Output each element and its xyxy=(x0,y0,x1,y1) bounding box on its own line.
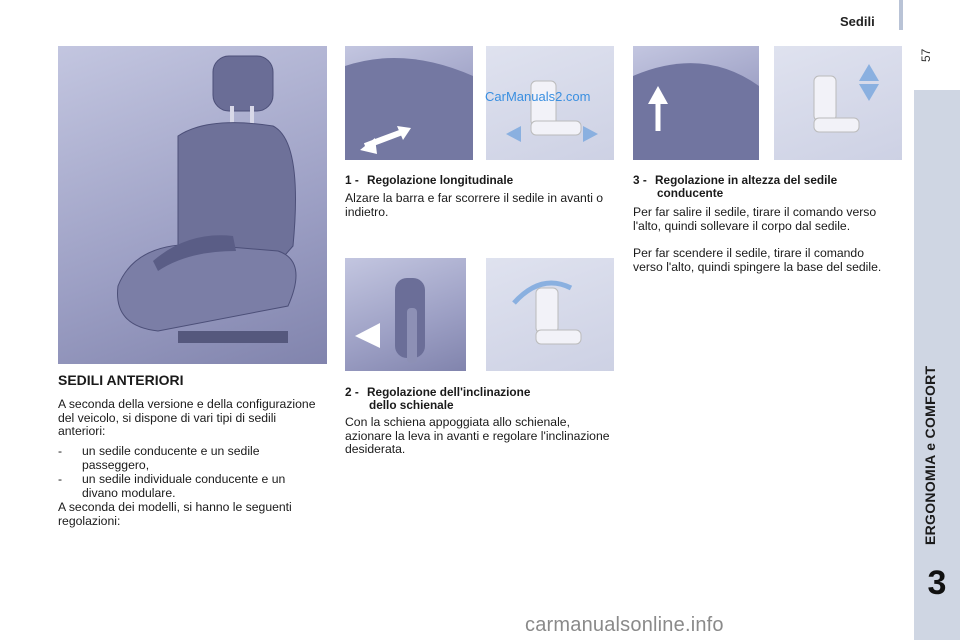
page-number: 57 xyxy=(919,48,933,62)
front-seat-photo xyxy=(58,46,327,364)
adjustment-2-heading: Regolazione dell'inclinazione xyxy=(367,385,531,399)
watermark-bottom: carmanualsonline.info xyxy=(525,614,724,636)
section-outro: A seconda dei modelli, si hanno le seguenti regolazioni: xyxy=(58,500,292,528)
bullet-dash: - xyxy=(58,444,63,458)
adjustment-1-title xyxy=(345,174,625,187)
adjustment-2-heading-cont: dello schienale xyxy=(369,398,454,412)
list-item xyxy=(58,445,320,472)
chapter-label: ERGONOMIA e COMFORT xyxy=(922,365,938,545)
adjustment-2-number: 2 - xyxy=(345,385,359,399)
adjustment-2-diagram xyxy=(486,258,614,371)
longitudinal-lever-illustration xyxy=(345,46,473,160)
seat-height-diagram xyxy=(774,46,902,160)
adjustment-1-number: 1 - xyxy=(345,173,359,187)
adjustment-3-title xyxy=(633,174,913,200)
seat-illustration xyxy=(58,46,327,364)
list-item xyxy=(58,473,320,500)
page-header-title: Sedili xyxy=(840,14,875,29)
bullet-text: un sedile individuale conducente e un divano modulare. xyxy=(82,472,286,500)
height-lever-illustration xyxy=(633,46,759,160)
watermark-top: CarManuals2.com xyxy=(485,89,591,104)
adjustment-1-photo xyxy=(345,46,473,160)
adjustment-1-text: Alzare la barra e far scorrere il sedile in avanti o indietro. xyxy=(345,191,604,219)
adjustment-1-heading: Regolazione longitudinale xyxy=(367,173,514,187)
section-title: SEDILI ANTERIORI xyxy=(58,372,184,388)
adjustment-2-title xyxy=(345,386,625,412)
adjustment-3-text-1: Per far salire il sedile, tirare il comando verso l'alto, quindi sollevare il corpo dal sedile. xyxy=(633,205,877,233)
section-intro: A seconda della versione e della configurazione del veicolo, si dispone di vari tipi di sedili anteriori: xyxy=(58,397,316,438)
recline-lever-illustration xyxy=(345,258,466,371)
adjustment-3-heading: Regolazione in altezza del sedile xyxy=(655,173,838,187)
adjustment-3-photo xyxy=(633,46,759,160)
adjustment-3-text-2: Per far scendere il sedile, tirare il comando verso l'alto, quindi spingere la base del sedile. xyxy=(633,246,882,274)
bullet-dash: - xyxy=(58,472,63,486)
adjustment-3-heading-cont: conducente xyxy=(657,186,724,200)
adjustment-3-diagram xyxy=(774,46,902,160)
adjustment-2-text: Con la schiena appoggiata allo schienale, azionare la leva in avanti e regolare l'inclinazione desiderata. xyxy=(345,415,610,456)
adjustment-3-number: 3 - xyxy=(633,173,647,187)
adjustment-2-photo xyxy=(345,258,466,371)
header-accent-bar xyxy=(899,0,903,30)
bullet-text: un sedile conducente e un sedile passeggero, xyxy=(82,444,260,472)
chapter-number: 3 xyxy=(927,564,947,602)
backrest-tilt-diagram xyxy=(486,258,614,371)
